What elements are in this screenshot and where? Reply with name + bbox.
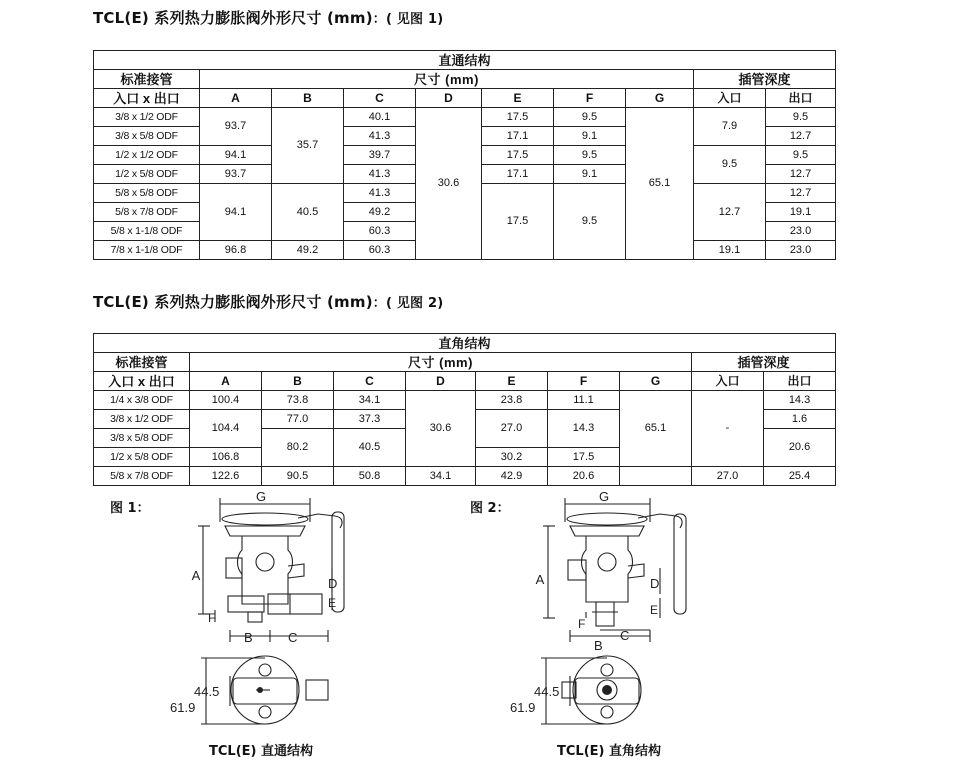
cell-b: 77.0 [262,410,334,429]
dim-61-9-label: 61.9 [510,700,536,715]
table-right-angle-structure [93,333,836,486]
dim-e-label: E [650,603,659,617]
dim-a-label: A [191,568,201,583]
cell-c: 41.3 [344,165,416,184]
cell-g: 65.1 [626,108,694,260]
dim-44-5-label: 44.5 [534,684,560,699]
cell-out: 12.7 [766,165,836,184]
cell-out: 23.0 [766,222,836,241]
cell-g: 65.1 [620,391,692,467]
cell-d: 34.1 [406,467,476,486]
cell-c: 39.7 [344,146,416,165]
col-header: 入口 [692,372,764,391]
cell-c: 60.3 [344,222,416,241]
table-row [94,391,836,410]
cell-c: 37.3 [334,410,406,429]
dim-header: 尺寸 (mm) [200,70,694,89]
section2-title-note: ：( 见图 2) [372,296,444,311]
conn-header: 标准接管 [94,353,190,372]
cell-b: 49.2 [272,241,344,260]
cell-size: 5/8 x 1-1/8 ODF [94,222,200,241]
dim-e-label: E [328,596,337,610]
cell-c: 41.3 [344,184,416,203]
cell-a: 122.6 [190,467,262,486]
col-header: D [416,89,482,108]
cell-b: 73.8 [262,391,334,410]
cell-e: 17.5 [482,146,554,165]
cell-out: 9.5 [766,108,836,127]
cell-e: 23.8 [476,391,548,410]
table-row [94,467,836,486]
dim-44-5-label: 44.5 [194,684,220,699]
conn-header: 标准接管 [94,70,200,89]
dim-f-label: F [578,617,586,631]
col-header: B [262,372,334,391]
dim-d-label: D [328,576,338,591]
cell-c: 34.1 [334,391,406,410]
col-header: E [476,372,548,391]
section1-title-note: ：( 见图 1) [372,12,444,27]
depth-header: 插管深度 [694,70,836,89]
cell-a: 93.7 [200,165,272,184]
cell-c: 49.2 [344,203,416,222]
cell-e: 17.1 [482,165,554,184]
cell-size: 3/8 x 5/8 ODF [94,127,200,146]
cell-out: 14.3 [764,391,836,410]
cell-size: 7/8 x 1-1/8 ODF [94,241,200,260]
cell-c: 40.1 [344,108,416,127]
section1-title-text: TCL(E) 系列热力膨胀阀外形尺寸 (mm) [93,9,373,27]
figure1-caption: TCL(E) 直通结构 [209,744,313,759]
cell-e: 42.9 [476,467,548,486]
cell-size: 3/8 x 1/2 ODF [94,410,190,429]
col-header: D [406,372,476,391]
cell-f: 11.1 [548,391,620,410]
col-header: G [620,372,692,391]
cell-c: 60.3 [344,241,416,260]
section1-title [93,7,443,28]
cell-in: 19.1 [694,241,766,260]
cell-size: 5/8 x 5/8 ODF [94,184,200,203]
section2-title-text: TCL(E) 系列热力膨胀阀外形尺寸 (mm) [93,293,373,311]
cell-size: 5/8 x 7/8 ODF [94,203,200,222]
col-header: A [190,372,262,391]
cell-a: 106.8 [190,448,262,467]
dim-header: 尺寸 (mm) [190,353,692,372]
figure1-drawing [170,489,370,727]
col-header: E [482,89,554,108]
cell-f: 20.6 [548,467,620,486]
cell-b: 80.2 [262,429,334,467]
cell-in: - [692,391,764,467]
cell-in: 27.0 [692,467,764,486]
cell-b: 35.7 [272,108,344,184]
cell-a: 94.1 [200,184,272,241]
col-header: F [548,372,620,391]
section2-title [93,291,443,312]
cell-f: 9.1 [554,127,626,146]
dim-c-label: C [620,628,630,643]
cell-out: 12.7 [766,127,836,146]
cell-size: 3/8 x 5/8 ODF [94,429,190,448]
cell-size: 3/8 x 1/2 ODF [94,108,200,127]
dim-b-label: B [594,638,603,653]
cell-size: 1/4 x 3/8 ODF [94,391,190,410]
col-header: C [344,89,416,108]
cell-e: 30.2 [476,448,548,467]
dim-f-label: F [208,611,216,625]
col-header: 出口 [764,372,836,391]
cell-f: 9.5 [554,146,626,165]
col-header: G [626,89,694,108]
depth-header: 插管深度 [692,353,836,372]
col-header: 出口 [766,89,836,108]
figure2-label: 图 2： [470,501,510,516]
cell-f: 9.5 [554,108,626,127]
cell-out: 23.0 [766,241,836,260]
cell-a: 104.4 [190,410,262,448]
structure-header: 直通结构 [94,51,836,70]
col-header: 入口 [694,89,766,108]
figure2-drawing [510,489,710,727]
cell-c: 50.8 [334,467,406,486]
cell-in: 7.9 [694,108,766,146]
dim-61-9-label: 61.9 [170,700,196,715]
cell-b: 40.5 [272,184,344,241]
cell-out: 12.7 [766,184,836,203]
dim-c-label: C [288,630,298,645]
cell-b: 90.5 [262,467,334,486]
cell-g [620,467,692,486]
dim-g-label: G [255,489,267,504]
cell-a: 100.4 [190,391,262,410]
cell-size: 5/8 x 7/8 ODF [94,467,190,486]
col-header: C [334,372,406,391]
dim-a-label: A [535,572,545,587]
col-header: F [554,89,626,108]
cell-c: 41.3 [344,127,416,146]
cell-out: 25.4 [764,467,836,486]
cell-e: 17.5 [482,184,554,260]
cell-a: 94.1 [200,146,272,165]
cell-f: 14.3 [548,410,620,448]
cell-a: 96.8 [200,241,272,260]
cell-out: 9.5 [766,146,836,165]
cell-f: 9.5 [554,184,626,260]
cell-e: 27.0 [476,410,548,448]
cell-out: 20.6 [764,429,836,467]
cell-in: 12.7 [694,184,766,241]
cell-a: 93.7 [200,108,272,146]
figure1-label: 图 1： [110,501,150,516]
cell-size: 1/2 x 1/2 ODF [94,146,200,165]
conn-subheader: 入口 x 出口 [94,372,190,391]
dim-g-label: G [598,489,610,504]
cell-d: 30.6 [416,108,482,260]
cell-f: 17.5 [548,448,620,467]
cell-size: 1/2 x 5/8 ODF [94,165,200,184]
col-header: B [272,89,344,108]
cell-out: 19.1 [766,203,836,222]
conn-subheader: 入口 x 出口 [94,89,200,108]
cell-d: 30.6 [406,391,476,467]
cell-in: 9.5 [694,146,766,184]
table-straight-structure [93,50,836,260]
cell-e: 17.1 [482,127,554,146]
cell-size: 1/2 x 5/8 ODF [94,448,190,467]
col-header: A [200,89,272,108]
cell-c: 40.5 [334,429,406,467]
cell-out: 1.6 [764,410,836,429]
dim-b-label: B [244,630,253,645]
dim-d-label: D [650,576,660,591]
structure-header: 直角结构 [94,334,836,353]
figure2-caption: TCL(E) 直角结构 [557,744,661,759]
cell-e: 17.5 [482,108,554,127]
table-row [94,108,836,127]
cell-f: 9.1 [554,165,626,184]
